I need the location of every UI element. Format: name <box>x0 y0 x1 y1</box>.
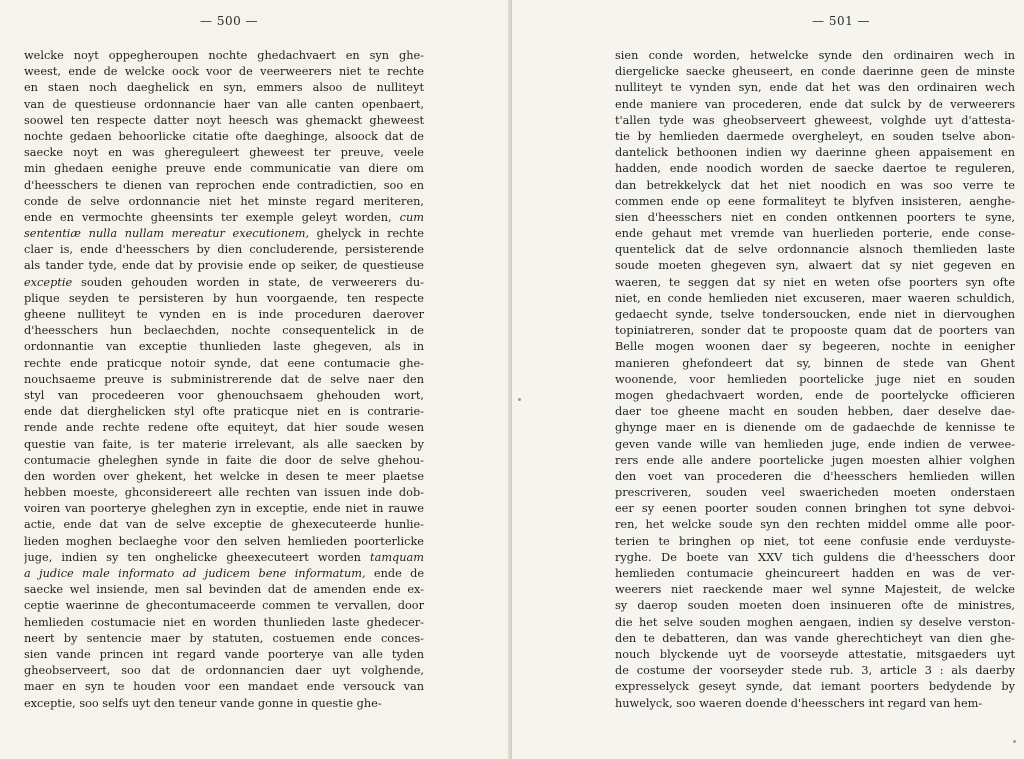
line-text: gheobserveert, soo dat de ordonnancien daer uyt volghende, <box>24 664 424 678</box>
text-line <box>24 323 424 339</box>
text-line <box>615 258 1015 274</box>
line-text: welcke noyt oppegheroupen nochte ghedachvaert en syn ghe- <box>24 49 424 62</box>
line-text: nouchsaeme preuve is subministrerende dat de selve naer den <box>24 372 424 386</box>
line-text: questie van faite, is ter materie irrelevant, als alle saecken by <box>24 437 424 451</box>
text-line <box>24 339 424 355</box>
text-line <box>24 161 424 177</box>
text-line <box>24 97 424 113</box>
line-text: daer toe gheene macht en souden hebben, daer deselve dae- <box>615 405 1015 419</box>
line-text: lieden moghen beclaeghe voor den selven hemlieden poorterlicke <box>24 534 424 548</box>
text-line <box>24 534 424 550</box>
page-number-right: — 501 — <box>812 14 871 28</box>
line-text: hebben moeste, ghconsidereert alle rechten van issuen inde dob- <box>24 486 424 500</box>
line-text: dantelick bethoonen indien wy daerinne gheen appaisement en <box>615 146 1015 160</box>
line-text: die het selve souden moghen aengaen, indien sy deselve verston- <box>615 615 1015 629</box>
text-line <box>24 566 424 582</box>
text-line <box>24 437 424 453</box>
line-text: saecke wel insiende, men sal bevinden dat de amenden ende ex- <box>24 583 424 597</box>
line-text: gheene nulliteyt te vynden en is inde proceduren daerover <box>24 308 424 321</box>
right-page <box>512 0 1024 759</box>
text-line <box>24 129 424 145</box>
text-line <box>615 64 1015 80</box>
line-text: plique seyden te persisteren by hun voorgaende, ten respecte <box>24 291 424 305</box>
line-text: topiniatreren, sonder dat te propooste quam dat de poorters van <box>615 324 1015 338</box>
line-text: den te debatteren, dan was vande gherechticheyt van dien ghe- <box>615 631 1015 645</box>
text-line <box>24 194 424 210</box>
text-line <box>24 48 424 64</box>
line-text: rechte ende praticque notoir synde, dat eene contumacie ghe- <box>24 356 424 370</box>
line-text: rers ende alle andere poortelicke jugen moesten alhier volghen <box>615 453 1015 467</box>
line-text: styl van procedeeren voor ghenouchsaem ghehouden wort, <box>24 388 424 402</box>
text-line <box>615 566 1015 582</box>
line-text: hemlieden costumacie niet en worden thunlieden laste ghedecer- <box>24 615 424 629</box>
text-line <box>615 485 1015 501</box>
line-text: ren, het welcke soude syn den rechten middel omme alle poor- <box>615 518 1015 532</box>
text-line <box>615 404 1015 420</box>
line-text: ghelyck in rechte <box>309 227 424 241</box>
line-text: min ghedaen eenighe preuve ende communicatie van diere om <box>24 162 424 176</box>
text-line <box>24 582 424 598</box>
page-number-left: — 500 — <box>200 14 259 28</box>
text-line <box>615 210 1015 226</box>
line-text: diergelicke saecke gheuseert, en conde daerinne geen de minste <box>615 65 1015 79</box>
text-line <box>24 145 424 161</box>
text-line <box>615 161 1015 177</box>
line-text: mogen ghedachvaert worden, ende de poortelycke officieren <box>615 388 1015 402</box>
text-line <box>24 469 424 485</box>
text-line <box>24 647 424 663</box>
left-page-text <box>24 48 424 712</box>
line-text: manieren ghefondeert dat sy, binnen de stede van Ghent <box>615 356 1015 370</box>
line-text: en staen noch daeghelick en syn, emmers alsoo de nulliteyt <box>24 81 424 95</box>
line-text: actie, ende dat van de selve exceptie de ghexecuteerde hunlie- <box>24 518 424 532</box>
text-line <box>615 113 1015 129</box>
text-line <box>615 339 1015 355</box>
text-line <box>615 663 1015 679</box>
text-line <box>615 145 1015 161</box>
line-text: als tander tyde, ende dat by provisie ende op seiker, de questieuse <box>24 259 424 273</box>
line-text: commen ende op eene formaliteyt te blyfven insisteren, aenghe- <box>615 194 1015 208</box>
text-line <box>615 453 1015 469</box>
line-text: claer is, ende d'heesschers by dien concluderende, persisterende <box>24 243 424 257</box>
text-line <box>615 356 1015 372</box>
line-text: ordonnantie van exceptie thunlieden laste ghegeven, als in <box>24 340 424 354</box>
line-text: exceptie, soo selfs uyt den teneur vande gonne in questie ghe- <box>24 696 382 710</box>
text-line <box>615 129 1015 145</box>
line-text: saecke noyt en was ghereguleert gheweest ter preuve, veele <box>24 146 424 160</box>
line-text: conde de selve ordonnancie niet het minste regard meriteren, <box>24 194 424 208</box>
text-line <box>24 226 424 242</box>
text-line <box>24 631 424 647</box>
text-line <box>615 372 1015 388</box>
line-text: ende dat dierghelicken styl ofte praticque niet en is contrarie- <box>24 405 424 419</box>
line-text: hemlieden contumacie gheincureert hadden en was de ver- <box>615 567 1015 580</box>
italic-latin-phrase: tamquam <box>370 550 424 564</box>
text-line <box>615 534 1015 550</box>
text-line <box>615 80 1015 96</box>
line-text: ryghe. De boete van XXV tich guldens die d'heesschers door <box>615 550 1015 564</box>
line-text: ende maniere van procederen, ende dat sulck by de verweerers <box>615 97 1015 111</box>
text-line <box>24 258 424 274</box>
text-line <box>24 291 424 307</box>
text-line <box>615 307 1015 323</box>
line-text: nulliteyt te vynden syn, ende dat het was den ordinairen wech <box>615 81 1015 95</box>
line-text: souden gehouden worden in state, de verweerers du- <box>72 275 424 289</box>
line-text: expresselyck geseyt synde, dat iemant poorters bedydende by <box>615 680 1015 694</box>
line-text: Belle mogen woonen daer sy begeeren, nochte in eenigher <box>615 340 1015 354</box>
text-line <box>24 372 424 388</box>
text-line <box>24 679 424 695</box>
line-text: geven vande wille van hemlieden juge, ende indien de verwee- <box>615 437 1015 451</box>
text-line <box>615 48 1015 64</box>
text-line <box>24 598 424 614</box>
line-text: hadden, ende noodich worden de saecke daertoe te reguleren, <box>615 162 1015 176</box>
italic-latin-phrase: sententiæ nulla nullam mereatur executionem, <box>24 227 310 241</box>
line-text: weest, ende de welcke oock voor de veerweerers niet te rechte <box>24 65 424 79</box>
text-line <box>24 178 424 194</box>
line-text: terien te bringhen op niet, tot eene confusie ende verduyste- <box>615 534 1015 548</box>
text-line <box>615 420 1015 436</box>
text-line <box>615 550 1015 566</box>
text-line <box>615 631 1015 647</box>
text-line <box>615 679 1015 695</box>
line-text: neert by sentencie maer by statuten, costuemen ende conces- <box>24 631 424 645</box>
text-line <box>24 420 424 436</box>
line-text: prescriveren, souden veel swaericheden moeten onderstaen <box>615 486 1015 500</box>
text-line <box>615 615 1015 631</box>
line-text: huwelyck, soo waeren doende d'heesschers int regard van hem- <box>615 696 983 710</box>
text-line <box>615 501 1015 517</box>
line-text: dan betrekkelyck dat het niet noodich en was soo verre te <box>615 178 1015 192</box>
line-text: nouch blyckende uyt de voorseyde attestatie, mitsgaeders uyt <box>615 647 1015 661</box>
text-line <box>615 275 1015 291</box>
text-line <box>615 194 1015 210</box>
text-line <box>24 80 424 96</box>
line-text: sien vande princen int regard vande poorterye van alle tyden <box>24 647 424 661</box>
text-line <box>24 485 424 501</box>
text-line <box>615 437 1015 453</box>
line-text: d'heesschers te dienen van reprochen ende contradictien, soo en <box>24 178 424 192</box>
line-text: contumacie gheleghen synde in faite die door de selve ghehou- <box>24 453 424 467</box>
line-text: sien d'heesschers niet en conden ontkennen poorters te syne, <box>615 210 1015 224</box>
line-text: sien conde worden, hetwelcke synde den ordinairen wech in <box>615 49 1015 62</box>
line-text: ende gehaut met vremde van huerlieden porterie, ende conse- <box>615 227 1015 241</box>
text-line <box>615 469 1015 485</box>
line-text: woonende, voor hemlieden poortelicke juge niet en souden <box>615 372 1015 386</box>
line-text: maer en syn te houden voor een mandaet ende versouck van <box>24 680 424 694</box>
line-text: sy daerop souden moeten doen insinueren ofte de ministres, <box>615 599 1015 613</box>
line-text: waeren, te seggen dat sy niet en weten ofse poorters syn ofte <box>615 275 1015 289</box>
text-line <box>24 64 424 80</box>
text-line <box>615 97 1015 113</box>
text-line <box>24 113 424 129</box>
text-line <box>24 275 424 291</box>
line-text: nochte gedaen behoorlicke citatie ofte daeghinge, alsoock dat de <box>24 129 424 143</box>
paper-speck <box>1013 740 1016 743</box>
line-text: soude moeten ghegeven syn, alwaert dat sy niet gegeven en <box>615 259 1015 273</box>
text-line <box>615 178 1015 194</box>
text-line <box>24 307 424 323</box>
italic-latin-phrase: cum <box>399 210 424 224</box>
line-text: van de questieuse ordonnancie haer van alle canten openbaert, <box>24 97 424 111</box>
line-text: rende ande rechte redene ofte equiteyt, dat hier soude wesen <box>24 421 424 435</box>
line-text: ende de <box>365 567 424 580</box>
text-line <box>24 404 424 420</box>
text-line <box>24 517 424 533</box>
text-line <box>24 696 424 712</box>
text-line <box>615 323 1015 339</box>
italic-latin-phrase: a judice male informato ad judicem bene informatum, <box>24 567 366 580</box>
line-text: eer sy eenen poorter souden connen bringhen tot syne debvoi- <box>615 502 1015 516</box>
line-text: weerers niet raeckende maer wel synne Majesteit, de welcke <box>615 583 1015 597</box>
line-text: soowel ten respecte datter noyt heesch was ghemackt gheweest <box>24 113 424 127</box>
text-line <box>24 210 424 226</box>
right-page-text <box>615 48 1015 712</box>
line-text: niet, en conde hemlieden niet excuseren, maer waeren schuldich, <box>615 291 1015 305</box>
text-line <box>24 550 424 566</box>
text-line <box>615 582 1015 598</box>
text-line <box>24 453 424 469</box>
line-text: den voet van procederen die d'heesschers hemlieden willen <box>615 469 1015 483</box>
line-text: voiren van poorterye gheleghen zyn in exceptie, ende niet in rauwe <box>24 502 424 516</box>
line-text: t'allen tyde was gheobserveert gheweest, volghde uyt d'attesta- <box>615 113 1015 127</box>
paper-speck <box>518 398 521 401</box>
text-line <box>615 226 1015 242</box>
line-text: tie by hemlieden daermede overgheleyt, en souden tselve abon- <box>615 129 1015 143</box>
text-line <box>24 356 424 372</box>
text-line <box>615 598 1015 614</box>
line-text: quentelick dat de selve ordonnancie alsnoch themlieden laste <box>615 243 1015 257</box>
text-line <box>615 647 1015 663</box>
line-text: ghynge maer en is dienende om de gadaechde de kennisse te <box>615 421 1015 435</box>
line-text: juge, indien sy ten onghelicke gheexecuteert worden <box>24 550 371 564</box>
text-line <box>615 517 1015 533</box>
text-line <box>24 663 424 679</box>
text-line <box>615 388 1015 404</box>
line-text: ceptie waerinne de ghecontumaceerde commen te vervallen, door <box>24 599 424 613</box>
text-line <box>615 696 1015 712</box>
text-line <box>24 242 424 258</box>
text-line <box>24 501 424 517</box>
line-text: de costume der voorseyder stede rub. 3, article 3 : als daerby <box>615 664 1015 678</box>
line-text: d'heesschers hun beclaechden, nochte consequentelick in de <box>24 324 424 338</box>
italic-latin-phrase: exceptie <box>24 275 73 289</box>
text-line <box>24 615 424 631</box>
line-text: ende en vermochte gheensints ter exemple geleyt worden, <box>24 210 400 224</box>
text-line <box>24 388 424 404</box>
line-text: gedaecht synde, tselve tondersoucken, ende niet in diervoughen <box>615 308 1015 321</box>
line-text: den worden over ghekent, het welcke in desen te meer plaetse <box>24 469 424 483</box>
text-line <box>615 242 1015 258</box>
text-line <box>615 291 1015 307</box>
